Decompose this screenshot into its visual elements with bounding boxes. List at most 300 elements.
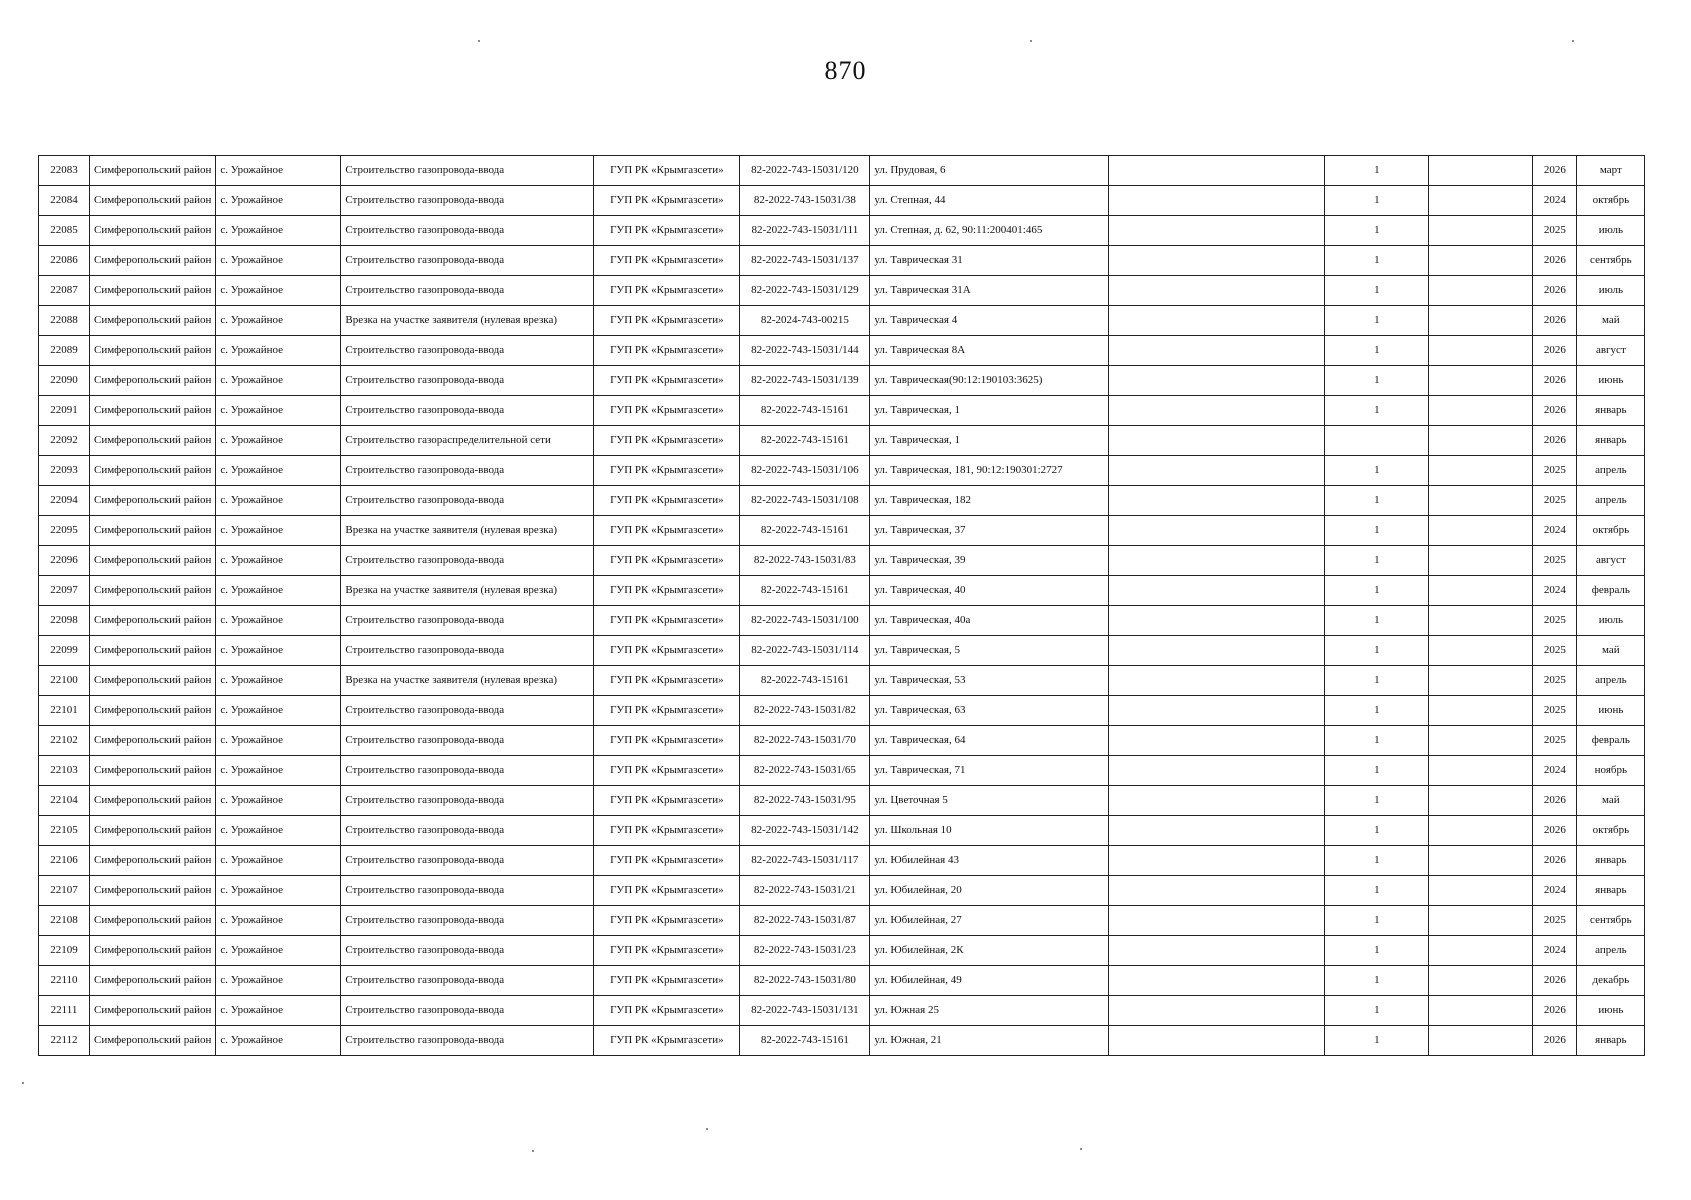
request-code-cell: 82-2022-743-15031/65: [740, 756, 870, 786]
blank-cell: [1109, 336, 1325, 366]
row-number: 22085: [39, 216, 90, 246]
blank-cell: [1109, 816, 1325, 846]
request-code-cell: 82-2022-743-15031/38: [740, 186, 870, 216]
request-code-cell: 82-2022-743-15031/82: [740, 696, 870, 726]
district-cell: Симферопольский район: [90, 156, 216, 186]
settlement-cell: с. Урожайное: [216, 756, 341, 786]
table-row: [39, 726, 1645, 756]
blank-cell: [1109, 1026, 1325, 1056]
settlement-cell: с. Урожайное: [216, 156, 341, 186]
work-type-cell: Строительство газопровода-ввода: [341, 156, 594, 186]
organization-cell: ГУП РК «Крымгазсети»: [594, 816, 740, 846]
settlement-cell: с. Урожайное: [216, 516, 341, 546]
address-cell: ул. Юбилейная, 20: [870, 876, 1109, 906]
blank-cell: [1429, 696, 1533, 726]
table-row: [39, 546, 1645, 576]
request-code-cell: 82-2022-743-15031/80: [740, 966, 870, 996]
table-row: [39, 516, 1645, 546]
quantity-cell: 1: [1325, 846, 1429, 876]
address-cell: ул. Таврическая, 1: [870, 396, 1109, 426]
address-cell: ул. Степная, д. 62, 90:11:200401:465: [870, 216, 1109, 246]
settlement-cell: с. Урожайное: [216, 396, 341, 426]
month-cell: январь: [1577, 876, 1645, 906]
settlement-cell: с. Урожайное: [216, 636, 341, 666]
work-type-cell: Врезка на участке заявителя (нулевая врезка): [341, 306, 594, 336]
month-cell: апрель: [1577, 666, 1645, 696]
settlement-cell: с. Урожайное: [216, 876, 341, 906]
table-row: [39, 426, 1645, 456]
table-row: [39, 816, 1645, 846]
year-cell: 2025: [1533, 486, 1577, 516]
blank-cell: [1109, 486, 1325, 516]
year-cell: 2026: [1533, 276, 1577, 306]
year-cell: 2024: [1533, 756, 1577, 786]
year-cell: 2024: [1533, 936, 1577, 966]
quantity-cell: 1: [1325, 396, 1429, 426]
row-number: 22111: [39, 996, 90, 1026]
settlement-cell: с. Урожайное: [216, 186, 341, 216]
row-number: 22109: [39, 936, 90, 966]
request-code-cell: 82-2022-743-15161: [740, 576, 870, 606]
row-number: 22086: [39, 246, 90, 276]
quantity-cell: 1: [1325, 876, 1429, 906]
blank-cell: [1109, 996, 1325, 1026]
settlement-cell: с. Урожайное: [216, 696, 341, 726]
request-code-cell: 82-2022-743-15031/120: [740, 156, 870, 186]
organization-cell: ГУП РК «Крымгазсети»: [594, 786, 740, 816]
blank-cell: [1429, 996, 1533, 1026]
organization-cell: ГУП РК «Крымгазсети»: [594, 576, 740, 606]
quantity-cell: 1: [1325, 276, 1429, 306]
table-row: [39, 636, 1645, 666]
blank-cell: [1109, 786, 1325, 816]
row-number: 22088: [39, 306, 90, 336]
district-cell: Симферопольский район: [90, 816, 216, 846]
blank-cell: [1429, 666, 1533, 696]
district-cell: Симферопольский район: [90, 696, 216, 726]
request-code-cell: 82-2022-743-15031/131: [740, 996, 870, 1026]
table-row: [39, 786, 1645, 816]
year-cell: 2026: [1533, 156, 1577, 186]
blank-cell: [1429, 576, 1533, 606]
address-cell: ул. Таврическая, 40: [870, 576, 1109, 606]
work-type-cell: Врезка на участке заявителя (нулевая врезка): [341, 666, 594, 696]
year-cell: 2026: [1533, 306, 1577, 336]
district-cell: Симферопольский район: [90, 846, 216, 876]
month-cell: июнь: [1577, 366, 1645, 396]
blank-cell: [1429, 186, 1533, 216]
blank-cell: [1429, 156, 1533, 186]
registry-rows: [39, 156, 1645, 1056]
blank-cell: [1429, 366, 1533, 396]
blank-cell: [1109, 576, 1325, 606]
month-cell: май: [1577, 786, 1645, 816]
row-number: 22095: [39, 516, 90, 546]
address-cell: ул. Юбилейная, 2К: [870, 936, 1109, 966]
table-row: [39, 576, 1645, 606]
table-row: [39, 156, 1645, 186]
request-code-cell: 82-2024-743-00215: [740, 306, 870, 336]
work-type-cell: Строительство газопровода-ввода: [341, 876, 594, 906]
address-cell: ул. Таврическая(90:12:190103:3625): [870, 366, 1109, 396]
district-cell: Симферопольский район: [90, 276, 216, 306]
organization-cell: ГУП РК «Крымгазсети»: [594, 666, 740, 696]
month-cell: январь: [1577, 396, 1645, 426]
blank-cell: [1109, 936, 1325, 966]
row-number: 22112: [39, 1026, 90, 1056]
settlement-cell: с. Урожайное: [216, 366, 341, 396]
organization-cell: ГУП РК «Крымгазсети»: [594, 216, 740, 246]
month-cell: август: [1577, 336, 1645, 366]
address-cell: ул. Таврическая 8А: [870, 336, 1109, 366]
settlement-cell: с. Урожайное: [216, 816, 341, 846]
blank-cell: [1109, 876, 1325, 906]
blank-cell: [1109, 456, 1325, 486]
table-row: [39, 936, 1645, 966]
blank-cell: [1109, 756, 1325, 786]
table-row: [39, 276, 1645, 306]
year-cell: 2026: [1533, 816, 1577, 846]
month-cell: январь: [1577, 426, 1645, 456]
table-row: [39, 696, 1645, 726]
year-cell: 2026: [1533, 1026, 1577, 1056]
blank-cell: [1109, 426, 1325, 456]
blank-cell: [1429, 636, 1533, 666]
blank-cell: [1429, 336, 1533, 366]
table-row: [39, 486, 1645, 516]
quantity-cell: [1325, 426, 1429, 456]
blank-cell: [1429, 396, 1533, 426]
organization-cell: ГУП РК «Крымгазсети»: [594, 846, 740, 876]
organization-cell: ГУП РК «Крымгазсети»: [594, 276, 740, 306]
settlement-cell: с. Урожайное: [216, 936, 341, 966]
work-type-cell: Строительство газопровода-ввода: [341, 366, 594, 396]
table-row: [39, 666, 1645, 696]
quantity-cell: 1: [1325, 576, 1429, 606]
row-number: 22100: [39, 666, 90, 696]
year-cell: 2026: [1533, 846, 1577, 876]
address-cell: ул. Южная, 21: [870, 1026, 1109, 1056]
scan-speck: [22, 1082, 24, 1084]
year-cell: 2026: [1533, 366, 1577, 396]
table-row: [39, 846, 1645, 876]
blank-cell: [1429, 456, 1533, 486]
organization-cell: ГУП РК «Крымгазсети»: [594, 696, 740, 726]
quantity-cell: 1: [1325, 156, 1429, 186]
quantity-cell: 1: [1325, 726, 1429, 756]
address-cell: ул. Юбилейная, 27: [870, 906, 1109, 936]
quantity-cell: 1: [1325, 936, 1429, 966]
year-cell: 2026: [1533, 996, 1577, 1026]
blank-cell: [1429, 486, 1533, 516]
row-number: 22102: [39, 726, 90, 756]
month-cell: октябрь: [1577, 186, 1645, 216]
table-row: [39, 336, 1645, 366]
work-type-cell: Строительство газопровода-ввода: [341, 696, 594, 726]
address-cell: ул. Таврическая, 71: [870, 756, 1109, 786]
organization-cell: ГУП РК «Крымгазсети»: [594, 306, 740, 336]
row-number: 22096: [39, 546, 90, 576]
district-cell: Симферопольский район: [90, 636, 216, 666]
address-cell: ул. Таврическая 4: [870, 306, 1109, 336]
row-number: 22098: [39, 606, 90, 636]
registry-table: [38, 155, 1645, 1056]
row-number: 22099: [39, 636, 90, 666]
settlement-cell: с. Урожайное: [216, 576, 341, 606]
blank-cell: [1109, 186, 1325, 216]
blank-cell: [1429, 426, 1533, 456]
settlement-cell: с. Урожайное: [216, 966, 341, 996]
registry-table-wrapper: [38, 155, 1645, 1056]
work-type-cell: Строительство газопровода-ввода: [341, 456, 594, 486]
work-type-cell: Строительство газопровода-ввода: [341, 396, 594, 426]
organization-cell: ГУП РК «Крымгазсети»: [594, 636, 740, 666]
month-cell: сентябрь: [1577, 246, 1645, 276]
district-cell: Симферопольский район: [90, 186, 216, 216]
blank-cell: [1429, 606, 1533, 636]
blank-cell: [1429, 726, 1533, 756]
request-code-cell: 82-2022-743-15161: [740, 396, 870, 426]
organization-cell: ГУП РК «Крымгазсети»: [594, 486, 740, 516]
work-type-cell: Строительство газопровода-ввода: [341, 936, 594, 966]
row-number: 22083: [39, 156, 90, 186]
address-cell: ул. Таврическая 31: [870, 246, 1109, 276]
request-code-cell: 82-2022-743-15031/83: [740, 546, 870, 576]
table-row: [39, 876, 1645, 906]
work-type-cell: Строительство газопровода-ввода: [341, 486, 594, 516]
request-code-cell: 82-2022-743-15031/144: [740, 336, 870, 366]
row-number: 22106: [39, 846, 90, 876]
work-type-cell: Строительство газопровода-ввода: [341, 966, 594, 996]
district-cell: Симферопольский район: [90, 516, 216, 546]
district-cell: Симферопольский район: [90, 576, 216, 606]
request-code-cell: 82-2022-743-15031/23: [740, 936, 870, 966]
settlement-cell: с. Урожайное: [216, 606, 341, 636]
month-cell: июль: [1577, 606, 1645, 636]
year-cell: 2026: [1533, 786, 1577, 816]
address-cell: ул. Таврическая, 39: [870, 546, 1109, 576]
month-cell: февраль: [1577, 576, 1645, 606]
district-cell: Симферопольский район: [90, 366, 216, 396]
blank-cell: [1109, 606, 1325, 636]
year-cell: 2025: [1533, 546, 1577, 576]
blank-cell: [1109, 636, 1325, 666]
blank-cell: [1109, 726, 1325, 756]
row-number: 22093: [39, 456, 90, 486]
quantity-cell: 1: [1325, 696, 1429, 726]
settlement-cell: с. Урожайное: [216, 426, 341, 456]
month-cell: октябрь: [1577, 516, 1645, 546]
row-number: 22101: [39, 696, 90, 726]
blank-cell: [1109, 396, 1325, 426]
request-code-cell: 82-2022-743-15161: [740, 426, 870, 456]
work-type-cell: Строительство газопровода-ввода: [341, 786, 594, 816]
month-cell: апрель: [1577, 486, 1645, 516]
address-cell: ул. Таврическая, 37: [870, 516, 1109, 546]
settlement-cell: с. Урожайное: [216, 1026, 341, 1056]
quantity-cell: 1: [1325, 966, 1429, 996]
district-cell: Симферопольский район: [90, 876, 216, 906]
request-code-cell: 82-2022-743-15031/137: [740, 246, 870, 276]
district-cell: Симферопольский район: [90, 606, 216, 636]
table-row: [39, 966, 1645, 996]
settlement-cell: с. Урожайное: [216, 246, 341, 276]
district-cell: Симферопольский район: [90, 426, 216, 456]
request-code-cell: 82-2022-743-15161: [740, 516, 870, 546]
address-cell: ул. Таврическая, 40а: [870, 606, 1109, 636]
scan-speck: [1030, 40, 1032, 42]
quantity-cell: 1: [1325, 666, 1429, 696]
row-number: 22092: [39, 426, 90, 456]
request-code-cell: 82-2022-743-15031/111: [740, 216, 870, 246]
quantity-cell: 1: [1325, 906, 1429, 936]
organization-cell: ГУП РК «Крымгазсети»: [594, 546, 740, 576]
organization-cell: ГУП РК «Крымгазсети»: [594, 366, 740, 396]
address-cell: ул. Южная 25: [870, 996, 1109, 1026]
row-number: 22097: [39, 576, 90, 606]
work-type-cell: Строительство газопровода-ввода: [341, 726, 594, 756]
address-cell: ул. Школьная 10: [870, 816, 1109, 846]
table-row: [39, 396, 1645, 426]
address-cell: ул. Таврическая, 5: [870, 636, 1109, 666]
month-cell: июнь: [1577, 996, 1645, 1026]
address-cell: ул. Таврическая, 1: [870, 426, 1109, 456]
blank-cell: [1429, 786, 1533, 816]
row-number: 22084: [39, 186, 90, 216]
row-number: 22103: [39, 756, 90, 786]
district-cell: Симферопольский район: [90, 1026, 216, 1056]
scan-speck: [1572, 40, 1574, 42]
organization-cell: ГУП РК «Крымгазсети»: [594, 726, 740, 756]
scan-speck: [1080, 1148, 1082, 1150]
blank-cell: [1109, 846, 1325, 876]
year-cell: 2025: [1533, 456, 1577, 486]
quantity-cell: 1: [1325, 546, 1429, 576]
district-cell: Симферопольский район: [90, 726, 216, 756]
request-code-cell: 82-2022-743-15161: [740, 1026, 870, 1056]
district-cell: Симферопольский район: [90, 336, 216, 366]
table-row: [39, 366, 1645, 396]
blank-cell: [1109, 546, 1325, 576]
work-type-cell: Строительство газопровода-ввода: [341, 546, 594, 576]
settlement-cell: с. Урожайное: [216, 276, 341, 306]
settlement-cell: с. Урожайное: [216, 306, 341, 336]
blank-cell: [1429, 846, 1533, 876]
work-type-cell: Строительство газораспределительной сети: [341, 426, 594, 456]
year-cell: 2026: [1533, 426, 1577, 456]
organization-cell: ГУП РК «Крымгазсети»: [594, 756, 740, 786]
blank-cell: [1109, 906, 1325, 936]
settlement-cell: с. Урожайное: [216, 786, 341, 816]
quantity-cell: 1: [1325, 246, 1429, 276]
organization-cell: ГУП РК «Крымгазсети»: [594, 516, 740, 546]
request-code-cell: 82-2022-743-15031/100: [740, 606, 870, 636]
row-number: 22090: [39, 366, 90, 396]
month-cell: октябрь: [1577, 816, 1645, 846]
blank-cell: [1429, 306, 1533, 336]
row-number: 22108: [39, 906, 90, 936]
organization-cell: ГУП РК «Крымгазсети»: [594, 456, 740, 486]
work-type-cell: Строительство газопровода-ввода: [341, 186, 594, 216]
work-type-cell: Строительство газопровода-ввода: [341, 816, 594, 846]
settlement-cell: с. Урожайное: [216, 666, 341, 696]
blank-cell: [1109, 276, 1325, 306]
quantity-cell: 1: [1325, 336, 1429, 366]
year-cell: 2026: [1533, 396, 1577, 426]
month-cell: июль: [1577, 216, 1645, 246]
year-cell: 2024: [1533, 186, 1577, 216]
blank-cell: [1429, 816, 1533, 846]
year-cell: 2026: [1533, 246, 1577, 276]
scan-speck: [478, 40, 480, 42]
district-cell: Симферопольский район: [90, 396, 216, 426]
blank-cell: [1109, 156, 1325, 186]
work-type-cell: Врезка на участке заявителя (нулевая врезка): [341, 576, 594, 606]
organization-cell: ГУП РК «Крымгазсети»: [594, 336, 740, 366]
row-number: 22089: [39, 336, 90, 366]
row-number: 22094: [39, 486, 90, 516]
table-row: [39, 456, 1645, 486]
blank-cell: [1429, 906, 1533, 936]
request-code-cell: 82-2022-743-15031/108: [740, 486, 870, 516]
year-cell: 2026: [1533, 966, 1577, 996]
request-code-cell: 82-2022-743-15031/70: [740, 726, 870, 756]
scan-speck: [706, 1128, 708, 1130]
blank-cell: [1429, 966, 1533, 996]
table-row: [39, 186, 1645, 216]
blank-cell: [1109, 216, 1325, 246]
district-cell: Симферопольский район: [90, 786, 216, 816]
work-type-cell: Строительство газопровода-ввода: [341, 636, 594, 666]
row-number: 22110: [39, 966, 90, 996]
address-cell: ул. Таврическая, 181, 90:12:190301:2727: [870, 456, 1109, 486]
address-cell: ул. Юбилейная 43: [870, 846, 1109, 876]
request-code-cell: 82-2022-743-15031/95: [740, 786, 870, 816]
request-code-cell: 82-2022-743-15031/139: [740, 366, 870, 396]
year-cell: 2026: [1533, 336, 1577, 366]
month-cell: март: [1577, 156, 1645, 186]
month-cell: январь: [1577, 846, 1645, 876]
row-number: 22091: [39, 396, 90, 426]
request-code-cell: 82-2022-743-15031/142: [740, 816, 870, 846]
district-cell: Симферопольский район: [90, 306, 216, 336]
quantity-cell: 1: [1325, 306, 1429, 336]
request-code-cell: 82-2022-743-15031/87: [740, 906, 870, 936]
row-number: 22107: [39, 876, 90, 906]
settlement-cell: с. Урожайное: [216, 906, 341, 936]
work-type-cell: Строительство газопровода-ввода: [341, 996, 594, 1026]
organization-cell: ГУП РК «Крымгазсети»: [594, 186, 740, 216]
work-type-cell: Строительство газопровода-ввода: [341, 1026, 594, 1056]
address-cell: ул. Прудовая, 6: [870, 156, 1109, 186]
request-code-cell: 82-2022-743-15031/21: [740, 876, 870, 906]
organization-cell: ГУП РК «Крымгазсети»: [594, 396, 740, 426]
address-cell: ул. Степная, 44: [870, 186, 1109, 216]
organization-cell: ГУП РК «Крымгазсети»: [594, 966, 740, 996]
quantity-cell: 1: [1325, 366, 1429, 396]
row-number: 22087: [39, 276, 90, 306]
blank-cell: [1429, 216, 1533, 246]
blank-cell: [1109, 696, 1325, 726]
blank-cell: [1429, 276, 1533, 306]
blank-cell: [1429, 876, 1533, 906]
month-cell: январь: [1577, 1026, 1645, 1056]
district-cell: Симферопольский район: [90, 666, 216, 696]
year-cell: 2024: [1533, 516, 1577, 546]
year-cell: 2025: [1533, 696, 1577, 726]
organization-cell: ГУП РК «Крымгазсети»: [594, 906, 740, 936]
month-cell: май: [1577, 306, 1645, 336]
